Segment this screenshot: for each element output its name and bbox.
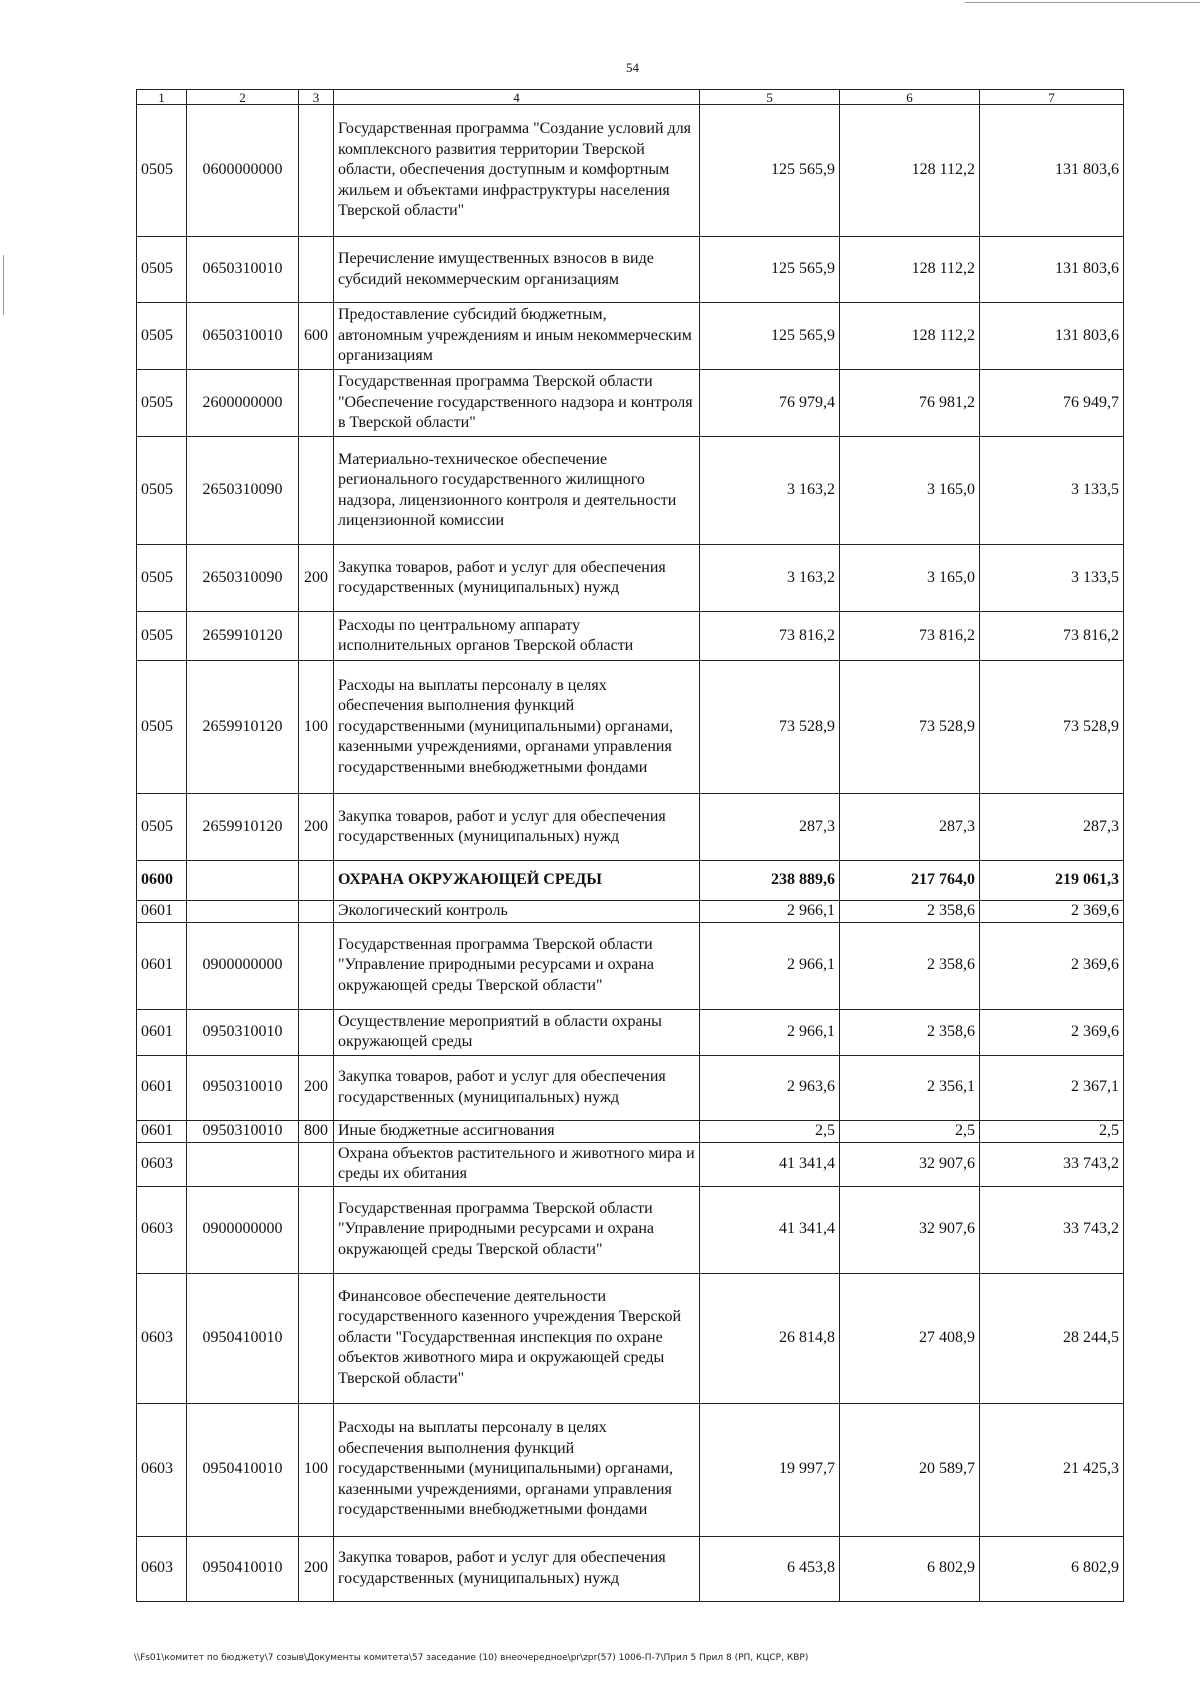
table-row <box>137 1403 1124 1536</box>
expense-type: 100 <box>299 661 334 794</box>
amount-col6: 2 358,6 <box>840 901 980 923</box>
amount-col7: 73 528,9 <box>980 661 1124 794</box>
column-header-3: 3 <box>299 90 334 105</box>
table-row <box>137 922 1124 1009</box>
amount-col6: 20 589,7 <box>840 1403 980 1536</box>
target-code: 2650310090 <box>187 545 299 612</box>
section-code: 0603 <box>137 1273 187 1403</box>
amount-col5: 125 565,9 <box>700 105 840 237</box>
footer-file-path: \\Fs01\комитет по бюджету\7 созыв\Документы комитета\57 заседание (10) внеочередное\pr\zpr(57) 1006-П-7\Прил 5 Прил 8 (РП, КЦСР, КВР) <box>134 1653 809 1663</box>
target-code <box>187 861 299 901</box>
section-code: 0505 <box>137 237 187 303</box>
column-header-6: 6 <box>840 90 980 105</box>
amount-col6: 217 764,0 <box>840 861 980 901</box>
amount-col7: 2 369,6 <box>980 901 1124 923</box>
expense-type: 100 <box>299 1403 334 1536</box>
item-name: Перечисление имущественных взносов в виде субсидий некоммерческим организациям <box>334 237 700 303</box>
item-name: Государственная программа Тверской области "Управление природными ресурсами и охрана окружающей среды Тверской области" <box>334 1186 700 1273</box>
amount-col7: 287,3 <box>980 794 1124 861</box>
amount-col6: 73 528,9 <box>840 661 980 794</box>
expense-type <box>299 1142 334 1186</box>
amount-col6: 3 165,0 <box>840 545 980 612</box>
target-code: 2659910120 <box>187 661 299 794</box>
table-row <box>137 1186 1124 1273</box>
column-header-5: 5 <box>700 90 840 105</box>
budget-table <box>136 89 1124 1602</box>
item-name: Материально-техническое обеспечение регионального государственного жилищного надзора, лицензионного контроля и деятельности лицензионной комиссии <box>334 437 700 545</box>
amount-col5: 41 341,4 <box>700 1142 840 1186</box>
table-header-row <box>137 90 1124 105</box>
amount-col6: 32 907,6 <box>840 1186 980 1273</box>
section-code: 0505 <box>137 370 187 437</box>
amount-col6: 76 981,2 <box>840 370 980 437</box>
item-name: Расходы на выплаты персоналу в целях обеспечения выполнения функций государственными (муниципальными) органами, казенными учреждениями, органами управления государственными внебюджетными фондами <box>334 1403 700 1536</box>
amount-col7: 131 803,6 <box>980 237 1124 303</box>
expense-type: 200 <box>299 1536 334 1601</box>
target-code: 0650310010 <box>187 303 299 370</box>
expense-type: 200 <box>299 794 334 861</box>
scan-edge-mark <box>3 255 4 315</box>
table-row <box>137 1536 1124 1601</box>
section-code: 0505 <box>137 303 187 370</box>
amount-col7: 33 743,2 <box>980 1142 1124 1186</box>
item-name: Государственная программа Тверской области "Обеспечение государственного надзора и контроля в Тверской области" <box>334 370 700 437</box>
amount-col7: 2 369,6 <box>980 922 1124 1009</box>
amount-col7: 2 369,6 <box>980 1009 1124 1055</box>
amount-col6: 27 408,9 <box>840 1273 980 1403</box>
amount-col5: 19 997,7 <box>700 1403 840 1536</box>
item-name: Закупка товаров, работ и услуг для обеспечения государственных (муниципальных) нужд <box>334 545 700 612</box>
expense-type: 800 <box>299 1120 334 1142</box>
expense-type <box>299 922 334 1009</box>
item-name: Закупка товаров, работ и услуг для обеспечения государственных (муниципальных) нужд <box>334 1055 700 1120</box>
section-code: 0603 <box>137 1186 187 1273</box>
amount-col7: 131 803,6 <box>980 105 1124 237</box>
amount-col5: 125 565,9 <box>700 303 840 370</box>
table-row <box>137 612 1124 661</box>
target-code: 2650310090 <box>187 437 299 545</box>
column-header-7: 7 <box>980 90 1124 105</box>
amount-col5: 6 453,8 <box>700 1536 840 1601</box>
target-code: 0600000000 <box>187 105 299 237</box>
amount-col5: 26 814,8 <box>700 1273 840 1403</box>
item-name: Государственная программа Тверской области "Управление природными ресурсами и охрана окружающей среды Тверской области" <box>334 922 700 1009</box>
amount-col5: 287,3 <box>700 794 840 861</box>
item-name: Государственная программа "Создание условий для комплексного развития территории Тверской области, обеспечения доступным и комфортным жильем и объектами инфраструктуры населения Тверской области" <box>334 105 700 237</box>
item-name: Предоставление субсидий бюджетным, автономным учреждениям и иным некоммерческим организациям <box>334 303 700 370</box>
amount-col5: 73 528,9 <box>700 661 840 794</box>
target-code: 0950310010 <box>187 1120 299 1142</box>
table-row <box>137 303 1124 370</box>
section-code: 0603 <box>137 1142 187 1186</box>
amount-col7: 28 244,5 <box>980 1273 1124 1403</box>
amount-col6: 128 112,2 <box>840 105 980 237</box>
section-code: 0505 <box>137 661 187 794</box>
amount-col6: 2 358,6 <box>840 1009 980 1055</box>
item-name: Закупка товаров, работ и услуг для обеспечения государственных (муниципальных) нужд <box>334 1536 700 1601</box>
amount-col6: 32 907,6 <box>840 1142 980 1186</box>
amount-col5: 238 889,6 <box>700 861 840 901</box>
target-code: 0950410010 <box>187 1403 299 1536</box>
amount-col5: 2 963,6 <box>700 1055 840 1120</box>
expense-type <box>299 1186 334 1273</box>
target-code: 0950410010 <box>187 1273 299 1403</box>
table-row <box>137 901 1124 923</box>
expense-type <box>299 901 334 923</box>
table-row <box>137 1273 1124 1403</box>
section-code: 0601 <box>137 901 187 923</box>
target-code: 2600000000 <box>187 370 299 437</box>
amount-col6: 2 356,1 <box>840 1055 980 1120</box>
column-header-4: 4 <box>334 90 700 105</box>
item-name: Охрана объектов растительного и животного мира и среды их обитания <box>334 1142 700 1186</box>
table-row <box>137 1055 1124 1120</box>
amount-col6: 2 358,6 <box>840 922 980 1009</box>
amount-col7: 2,5 <box>980 1120 1124 1142</box>
item-name: Расходы по центральному аппарату исполнительных органов Тверской области <box>334 612 700 661</box>
column-header-2: 2 <box>187 90 299 105</box>
scan-edge-line <box>965 2 1200 3</box>
target-code: 0900000000 <box>187 1186 299 1273</box>
section-code: 0505 <box>137 612 187 661</box>
amount-col6: 6 802,9 <box>840 1536 980 1601</box>
amount-col5: 73 816,2 <box>700 612 840 661</box>
amount-col7: 76 949,7 <box>980 370 1124 437</box>
section-code: 0600 <box>137 861 187 901</box>
amount-col6: 287,3 <box>840 794 980 861</box>
amount-col7: 3 133,5 <box>980 545 1124 612</box>
amount-col7: 21 425,3 <box>980 1403 1124 1536</box>
target-code: 0950410010 <box>187 1536 299 1601</box>
amount-col5: 3 163,2 <box>700 545 840 612</box>
section-code: 0601 <box>137 1055 187 1120</box>
item-name: Финансовое обеспечение деятельности государственного казенного учреждения Тверской области "Государственная инспекция по охране объектов животного мира и окружающей среды Тверской области" <box>334 1273 700 1403</box>
amount-col7: 131 803,6 <box>980 303 1124 370</box>
expense-type <box>299 370 334 437</box>
amount-col6: 3 165,0 <box>840 437 980 545</box>
item-name: Осуществление мероприятий в области охраны окружающей среды <box>334 1009 700 1055</box>
table-row <box>137 437 1124 545</box>
table-row <box>137 105 1124 237</box>
amount-col5: 41 341,4 <box>700 1186 840 1273</box>
table-row <box>137 1009 1124 1055</box>
expense-type <box>299 1009 334 1055</box>
target-code: 0950310010 <box>187 1009 299 1055</box>
table-row <box>137 237 1124 303</box>
section-code: 0505 <box>137 105 187 237</box>
expense-type: 200 <box>299 545 334 612</box>
table-row <box>137 794 1124 861</box>
table-row <box>137 1142 1124 1186</box>
page-number: 54 <box>626 60 639 75</box>
amount-col6: 128 112,2 <box>840 237 980 303</box>
section-code: 0601 <box>137 1120 187 1142</box>
amount-col7: 73 816,2 <box>980 612 1124 661</box>
expense-type: 600 <box>299 303 334 370</box>
table-row <box>137 661 1124 794</box>
amount-col7: 6 802,9 <box>980 1536 1124 1601</box>
item-name: Закупка товаров, работ и услуг для обеспечения государственных (муниципальных) нужд <box>334 794 700 861</box>
amount-col7: 3 133,5 <box>980 437 1124 545</box>
target-code: 2659910120 <box>187 794 299 861</box>
amount-col7: 33 743,2 <box>980 1186 1124 1273</box>
expense-type <box>299 437 334 545</box>
section-code: 0603 <box>137 1403 187 1536</box>
item-name: ОХРАНА ОКРУЖАЮЩЕЙ СРЕДЫ <box>334 861 700 901</box>
amount-col7: 219 061,3 <box>980 861 1124 901</box>
section-code: 0601 <box>137 922 187 1009</box>
section-code: 0505 <box>137 545 187 612</box>
table-row <box>137 370 1124 437</box>
column-header-1: 1 <box>137 90 187 105</box>
amount-col5: 3 163,2 <box>700 437 840 545</box>
item-name: Иные бюджетные ассигнования <box>334 1120 700 1142</box>
target-code: 2659910120 <box>187 612 299 661</box>
target-code: 0950310010 <box>187 1055 299 1120</box>
target-code: 0650310010 <box>187 237 299 303</box>
table-row-section-total <box>137 861 1124 901</box>
target-code <box>187 1142 299 1186</box>
table-row <box>137 1120 1124 1142</box>
item-name: Расходы на выплаты персоналу в целях обеспечения выполнения функций государственными (муниципальными) органами, казенными учреждениями, органами управления государственными внебюджетными фондами <box>334 661 700 794</box>
section-code: 0603 <box>137 1536 187 1601</box>
expense-type <box>299 105 334 237</box>
target-code <box>187 901 299 923</box>
amount-col6: 73 816,2 <box>840 612 980 661</box>
amount-col6: 128 112,2 <box>840 303 980 370</box>
amount-col5: 2 966,1 <box>700 901 840 923</box>
expense-type <box>299 1273 334 1403</box>
amount-col6: 2,5 <box>840 1120 980 1142</box>
section-code: 0505 <box>137 437 187 545</box>
amount-col5: 2 966,1 <box>700 1009 840 1055</box>
expense-type <box>299 237 334 303</box>
target-code: 0900000000 <box>187 922 299 1009</box>
amount-col5: 125 565,9 <box>700 237 840 303</box>
expense-type <box>299 861 334 901</box>
amount-col5: 2 966,1 <box>700 922 840 1009</box>
item-name: Экологический контроль <box>334 901 700 923</box>
expense-type <box>299 612 334 661</box>
amount-col7: 2 367,1 <box>980 1055 1124 1120</box>
section-code: 0505 <box>137 794 187 861</box>
table-row <box>137 545 1124 612</box>
section-code: 0601 <box>137 1009 187 1055</box>
amount-col5: 2,5 <box>700 1120 840 1142</box>
expense-type: 200 <box>299 1055 334 1120</box>
amount-col5: 76 979,4 <box>700 370 840 437</box>
